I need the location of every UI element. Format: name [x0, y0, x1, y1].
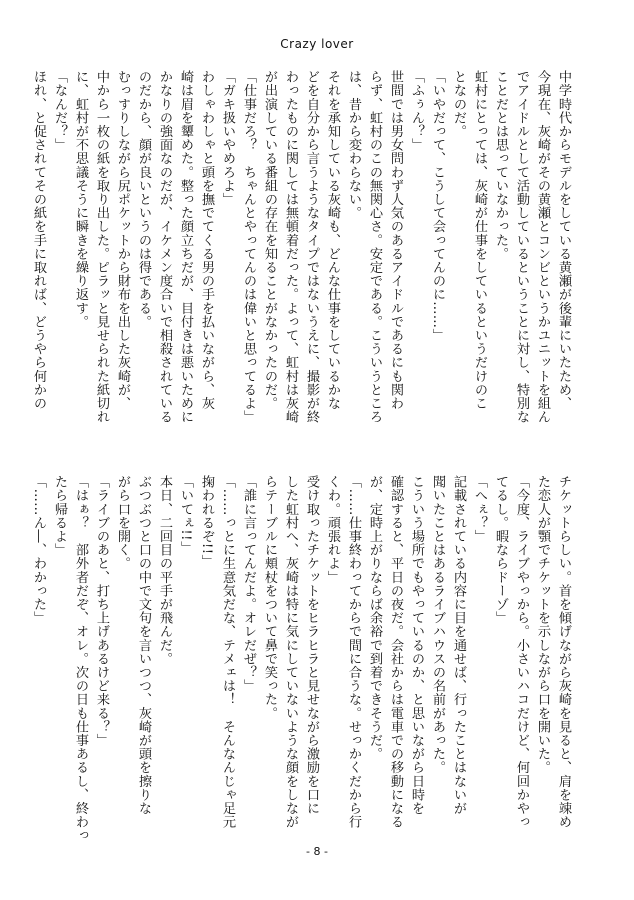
text-line: は、昔から変わらない。 [346, 70, 361, 220]
text-line: のだから、顔が良いというのは得である。 [136, 70, 151, 329]
text-line: 受け取ったチケットをヒラヒラと見せながら激励を口に [304, 475, 319, 815]
text-line: 「……っとに生意気だな、テメェは！ そんなんじゃ足元 [220, 475, 235, 829]
text-line: わしゃわしゃと頭を撫でてくる男の手を払いながら、灰 [199, 70, 214, 410]
text-line: 聞いたことはあるライブハウスの名前があった。 [430, 475, 445, 775]
upper-text-block [31, 70, 574, 424]
text-line: チケットらしい。首を傾げながら灰崎を見ると、肩を竦め [556, 475, 571, 829]
text-line: 「へぇ？」 [472, 475, 487, 543]
text-line: どを自分から言うようなタイプではないうえに、撮影が終 [304, 70, 319, 424]
text-line: てるし。暇ならドーゾ」 [493, 475, 508, 625]
text-line: 「今度、ライブやっから。小さいハコだけど、何回かやっ [514, 475, 529, 829]
text-line: 記載されている内容に目を通せば、行ったことはないが [451, 475, 466, 815]
text-line: わったものに関しては無頓着だった。よって、虹村は灰崎 [283, 70, 298, 424]
text-line: くわ。頑張れよ」 [325, 475, 340, 584]
text-line: が出演している番組の存在を知ることがなかったのだ。 [262, 70, 277, 410]
running-header-title: Crazy lover [280, 37, 354, 51]
text-line: に、虹村が不思議そうに瞬きを繰り返す。 [73, 70, 88, 329]
text-line: たら帰るよ」 [52, 475, 67, 557]
text-line: 本日、二回目の平手が飛んだ。 [157, 475, 172, 666]
text-line: 「なんだ？」 [52, 70, 67, 152]
text-line: らず、虹村のこの無関心さ。安定である。こういうところ [367, 70, 382, 424]
text-line: らテーブルに頬杖をついて鼻で笑った。 [262, 475, 277, 720]
text-line: 「……仕事終わってからで間に合うな。せっかくだから行 [346, 475, 361, 829]
text-line: こういう場所でもやっているのか、と思いながら日時を [409, 475, 424, 815]
text-line: た恋人が顎でチケットを示しながら口を開いた。 [535, 475, 550, 775]
text-line: ほれ、と促されてその紙を手に取れば、どうやら何かの [31, 70, 46, 410]
text-line: となのだ。 [451, 70, 466, 138]
text-line: 確認すると、平日の夜だ。会社からは電車での移動になる [388, 475, 403, 829]
text-line: 「仕事だろ？ ちゃんとやってんのは偉いと思ってるよ」 [241, 70, 256, 424]
text-line: かなりの強面なのだが、イケメン度合いで相殺されている [157, 70, 172, 424]
text-line: ぶつぶつと口の中で文句を言いつつ、灰崎が頭を擦りな [136, 475, 151, 815]
text-line: 「ライブのあと、打ち上げあるけど来る？」 [94, 475, 109, 747]
text-line: 「いやだって、こうして会ってんのに……」 [430, 70, 445, 342]
text-line: 「ふぅん？」 [409, 70, 424, 152]
text-line: 「……ん―、わかった」 [31, 475, 46, 625]
text-line: 「いてぇ!!」 [178, 475, 193, 555]
text-line: 「誰に言ってんだよ。オレだぜ？」 [241, 475, 256, 693]
text-line: 掬われるぞ!!」 [199, 475, 214, 568]
lower-text-block [31, 475, 574, 843]
text-line: が、定時上がりならば余裕で到着できそうだ。 [367, 475, 382, 761]
text-line: 「はぁ？ 部外者だぞ、オレ。次の日も仕事あるし、終わっ [73, 475, 88, 843]
page-number: - 8 - [306, 845, 328, 858]
text-line: 今現在、灰崎がその黄瀬とコンビというかユニットを組ん [535, 70, 550, 424]
text-line: 中学時代からモデルをしている黄瀬が後輩にいたため、 [556, 70, 571, 410]
text-line: それを承知している灰崎も、どんな仕事をしているかな [325, 70, 340, 410]
text-line: 「ガキ扱いやめろよ」 [220, 70, 235, 206]
text-line: ことだとは思っていなかった。 [493, 70, 508, 261]
text-line: でアイドルとして活動しているということに対し、特別な [514, 70, 529, 424]
text-line: むっすりしながら尻ポケットから財布を出した灰崎が、 [115, 70, 130, 410]
text-line: 世間では男女問わず人気のあるアイドルであるにも関わ [388, 70, 403, 410]
text-line: した虹村へ、灰崎は特に気にしていないような顔をしなが [283, 475, 298, 829]
text-line: 虹村にとっては、灰崎が仕事をしているというだけのこ [472, 70, 487, 410]
text-line: がら口を開く。 [115, 475, 130, 571]
text-line: 崎は眉を顰めた。整った顔立ちだが、目付きは悪いために [178, 70, 193, 424]
text-line: 中から一枚の紙を取り出した。ピラッと見せられた紙切れ [94, 70, 109, 424]
